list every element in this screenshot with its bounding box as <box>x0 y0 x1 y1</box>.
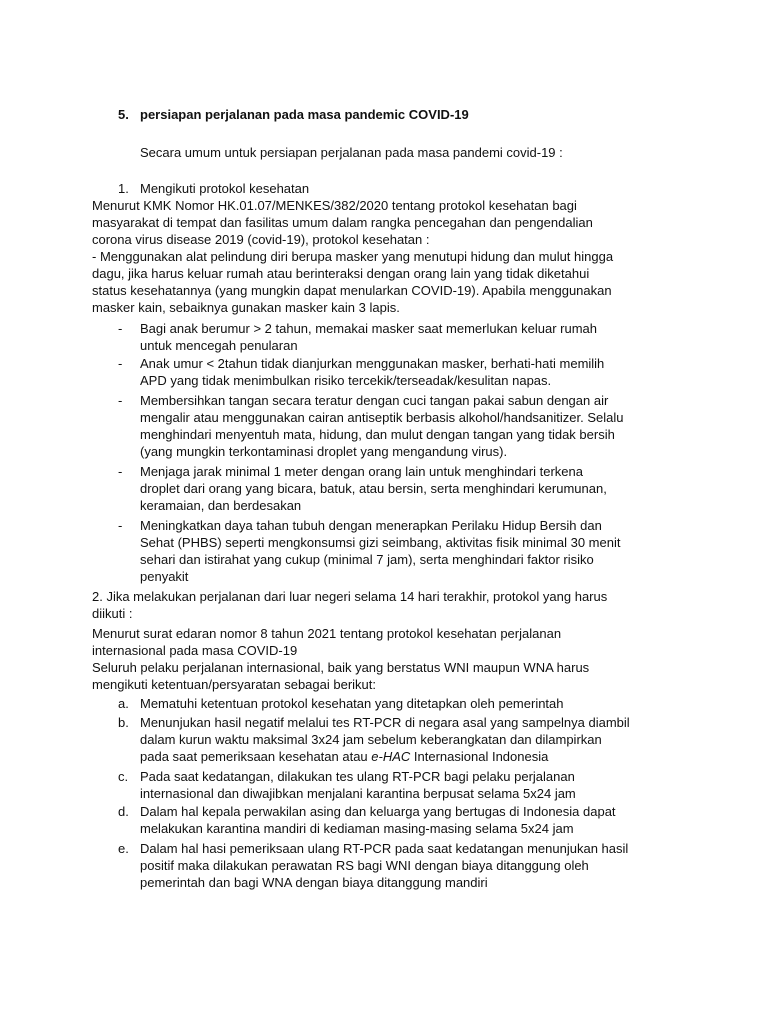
bullet-line: APD yang tidak menimbulkan risiko tercekik/terseadak/kesulitan napas. <box>140 373 552 388</box>
bullet-dash: - <box>118 321 123 336</box>
paragraph-line: corona virus disease 2019 (covid-19), protokol kesehatan : <box>92 232 430 247</box>
paragraph-line: status kesehatannya (yang mungkin dapat menularkan COVID-19). Apabila menggunakan <box>92 283 612 298</box>
bullet-line: Meningkatkan daya tahan tubuh dengan menerapkan Perilaku Hidup Bersih dan <box>140 518 602 533</box>
bullet-line: Bagi anak berumur > 2 tahun, memakai masker saat memerlukan keluar rumah <box>140 321 598 336</box>
list-item-line: internasional dan diwajibkan menjalani karantina berpusat selama 5x24 jam <box>140 786 576 801</box>
list-item-text: Internasional Indonesia <box>410 749 549 764</box>
item1-heading: Mengikuti protokol kesehatan <box>140 181 310 196</box>
paragraph-line: Menurut KMK Nomor HK.01.07/MENKES/382/2020 tentang protokol kesehatan bagi <box>92 198 577 213</box>
list-item-line: positif maka dilakukan perawatan RS bagi WNI dengan biaya ditanggung oleh <box>140 858 589 873</box>
list-item-line: Dalam hal kepala perwakilan asing dan keluarga yang bertugas di Indonesia dapat <box>140 804 616 819</box>
list-marker: c. <box>118 769 129 784</box>
bullet-line: (yang mungkin terkontaminasi droplet yang mengandung virus). <box>140 444 508 459</box>
paragraph-line: masker kain, sebaiknya gunakan masker kain 3 lapis. <box>92 300 400 315</box>
paragraph-line: mengikuti ketentuan/persyaratan sebagai berikut: <box>92 677 377 692</box>
paragraph-line: Menurut surat edaran nomor 8 tahun 2021 tentang protokol kesehatan perjalanan <box>92 626 562 641</box>
paragraph-line: - Menggunakan alat pelindung diri berupa masker yang menutupi hidung dan mulut hingga <box>92 249 614 264</box>
section-intro: Secara umum untuk persiapan perjalanan pada masa pandemi covid-19 : <box>140 145 563 160</box>
paragraph-line: dagu, jika harus keluar rumah atau berinteraksi dengan orang lain yang tidak diketahui <box>92 266 590 281</box>
bullet-line: keramaian, dan berdesakan <box>140 498 302 513</box>
list-item-line <box>140 748 548 765</box>
list-marker: e. <box>118 841 129 856</box>
list-item-line: Mematuhi ketentuan protokol kesehatan yang ditetapkan oleh pemerintah <box>140 696 564 711</box>
bullet-dash: - <box>118 518 123 533</box>
paragraph-line: diikuti : <box>92 606 133 621</box>
paragraph-line: Seluruh pelaku perjalanan internasional, baik yang berstatus WNI maupun WNA harus <box>92 660 590 675</box>
bullet-line: untuk mencegah penularan <box>140 338 298 353</box>
bullet-line: penyakit <box>140 569 189 584</box>
bullet-line: sehari dan istirahat yang cukup (minimal 7 jam), serta menghindari faktor risiko <box>140 552 594 567</box>
item1-number: 1. <box>118 181 129 196</box>
paragraph-line: internasional pada masa COVID-19 <box>92 643 298 658</box>
paragraph-line: 2. Jika melakukan perjalanan dari luar negeri selama 14 hari terakhir, protokol yang harus <box>92 589 608 604</box>
list-item-line: Menunjukan hasil negatif melalui tes RT-PCR di negara asal yang sampelnya diambil <box>140 715 630 730</box>
bullet-dash: - <box>118 393 123 408</box>
bullet-line: menghindari menyentuh mata, hidung, dan mulut dengan tangan yang tidak bersih <box>140 427 615 442</box>
list-item-line: Pada saat kedatangan, dilakukan tes ulang RT-PCR bagi pelaku perjalanan <box>140 769 575 784</box>
list-item-line: melakukan karantina mandiri di kediaman masing-masing selama 5x24 jam <box>140 821 574 836</box>
list-marker: d. <box>118 804 129 819</box>
ehac-emphasis: e-HAC <box>371 749 411 764</box>
bullet-line: droplet dari orang yang bicara, batuk, atau bersin, serta menghindari kerumunan, <box>140 481 607 496</box>
bullet-line: Sehat (PHBS) seperti mengkonsumsi gizi seimbang, aktivitas fisik minimal 30 menit <box>140 535 621 550</box>
list-item-text: pada saat pemeriksaan kesehatan atau <box>140 749 372 764</box>
list-marker: a. <box>118 696 129 711</box>
bullet-line: Membersihkan tangan secara teratur dengan cuci tangan pakai sabun dengan air <box>140 393 609 408</box>
bullet-line: mengalir atau menggunakan cairan antiseptik berbasis alkohol/handsanitizer. Selalu <box>140 410 624 425</box>
list-item-line: pemerintah dan bagi WNA dengan biaya ditanggung mandiri <box>140 875 488 890</box>
bullet-line: Anak umur < 2tahun tidak dianjurkan menggunakan masker, berhati-hati memilih <box>140 356 605 371</box>
list-item-line: dalam kurun waktu maksimal 3x24 jam sebelum keberangkatan dan dilampirkan <box>140 732 602 747</box>
bullet-dash: - <box>118 356 123 371</box>
bullet-line: Menjaga jarak minimal 1 meter dengan orang lain untuk menghindari terkena <box>140 464 583 479</box>
section-title: persiapan perjalanan pada masa pandemic COVID-19 <box>140 107 469 122</box>
bullet-dash: - <box>118 464 123 479</box>
list-item-line: Dalam hal hasi pemeriksaan ulang RT-PCR pada saat kedatangan menunjukan hasil <box>140 841 629 856</box>
list-marker: b. <box>118 715 129 730</box>
paragraph-line: masyarakat di tempat dan fasilitas umum dalam rangka pencegahan dan pengendalian <box>92 215 593 230</box>
section-number: 5. <box>118 107 129 122</box>
